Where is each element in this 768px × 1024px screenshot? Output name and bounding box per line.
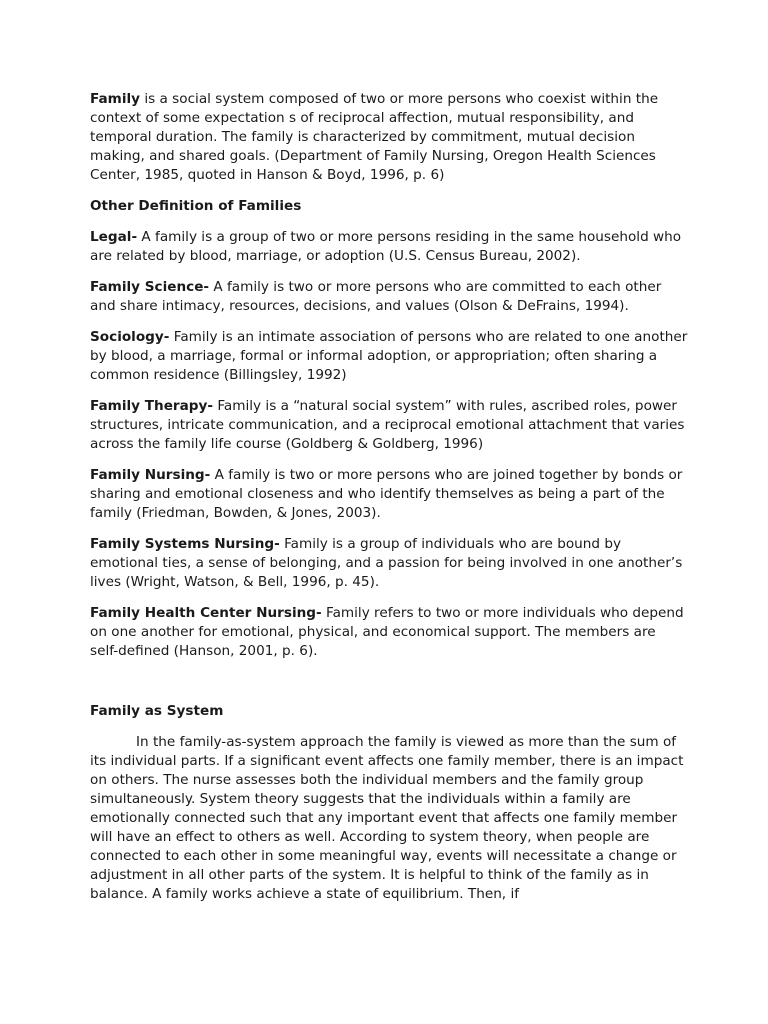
definition-term: Family Nursing-	[90, 467, 211, 483]
definition-family-therapy	[90, 397, 688, 454]
definition-term: Family Health Center Nursing-	[90, 605, 322, 621]
definition-text: Family refers to two or more individuals who depend on one another for emotional, physical, and economical support. The members are self-defined (Hanson, 2001, p. 6).	[90, 605, 684, 659]
other-definitions-heading: Other Definition of Families	[90, 198, 302, 214]
intro-paragraph	[90, 90, 688, 185]
definition-term: Family Science-	[90, 279, 210, 295]
definition-text: Family is a “natural social system” with rules, ascribed roles, power structures, intricate communication, and a reciprocal emotional attachment that varies across the family life course (Goldberg & Goldberg, 1996)	[90, 398, 685, 452]
definition-text: Family is an intimate association of persons who are related to one another by blood, a marriage, formal or informal adoption, or appropriation; often sharing a common residence (Billingsley, 1992)	[90, 329, 688, 383]
definition-term: Legal-	[90, 229, 138, 245]
definition-text: A family is two or more persons who are committed to each other and share intimacy, resources, decisions, and values (Olson & DeFrains, 1994).	[90, 279, 662, 314]
definition-term: Family Therapy-	[90, 398, 214, 414]
definition-family-science	[90, 278, 688, 316]
definition-term: Family Systems Nursing-	[90, 536, 280, 552]
definition-text: Family is a group of individuals who are bound by emotional ties, a sense of belonging, and a passion for being involved in one another’s lives (Wright, Watson, & Bell, 1996, p. 45).	[90, 536, 683, 590]
family-as-system-heading: Family as System	[90, 703, 224, 719]
definition-family-nursing	[90, 466, 688, 523]
definition-family-systems-nursing	[90, 535, 688, 592]
definition-sociology	[90, 328, 688, 385]
definition-text: A family is a group of two or more persons residing in the same household who are related by blood, marriage, or adoption (U.S. Census Bureau, 2002).	[90, 229, 682, 264]
definition-text: A family is two or more persons who are joined together by bonds or sharing and emotional closeness and who identify themselves as being a part of the family (Friedman, Bowden, & Jones, 2003).	[90, 467, 683, 521]
intro-term: Family	[90, 91, 141, 107]
family-as-system-paragraph: In the family-as-system approach the family is viewed as more than the sum of its individual parts. If a significant event affects one family member, there is an impact on others. The nurse assesses both the individual members and the family group simultaneously. System theory suggests that the individuals within a family are emotionally connected such that any important event that affects one family member will have an effect to others as well. According to system theory, when people are connected to each other in some meaningful way, events will necessitate a change or adjustment in all other parts of the system. It is helpful to think of the family as in balance. A family works achieve a state of equilibrium. Then, if	[90, 734, 684, 902]
definition-family-health-center-nursing	[90, 604, 688, 661]
definition-term: Sociology-	[90, 329, 170, 345]
definition-legal	[90, 228, 688, 266]
intro-text: is a social system composed of two or more persons who coexist within the context of some expectation s of reciprocal affection, mutual responsibility, and temporal duration. The family is characterized by commitment, mutual decision making, and shared goals. (Department of Family Nursing, Oregon Health Sciences Center, 1985, quoted in Hanson & Boyd, 1996, p. 6)	[90, 91, 659, 183]
